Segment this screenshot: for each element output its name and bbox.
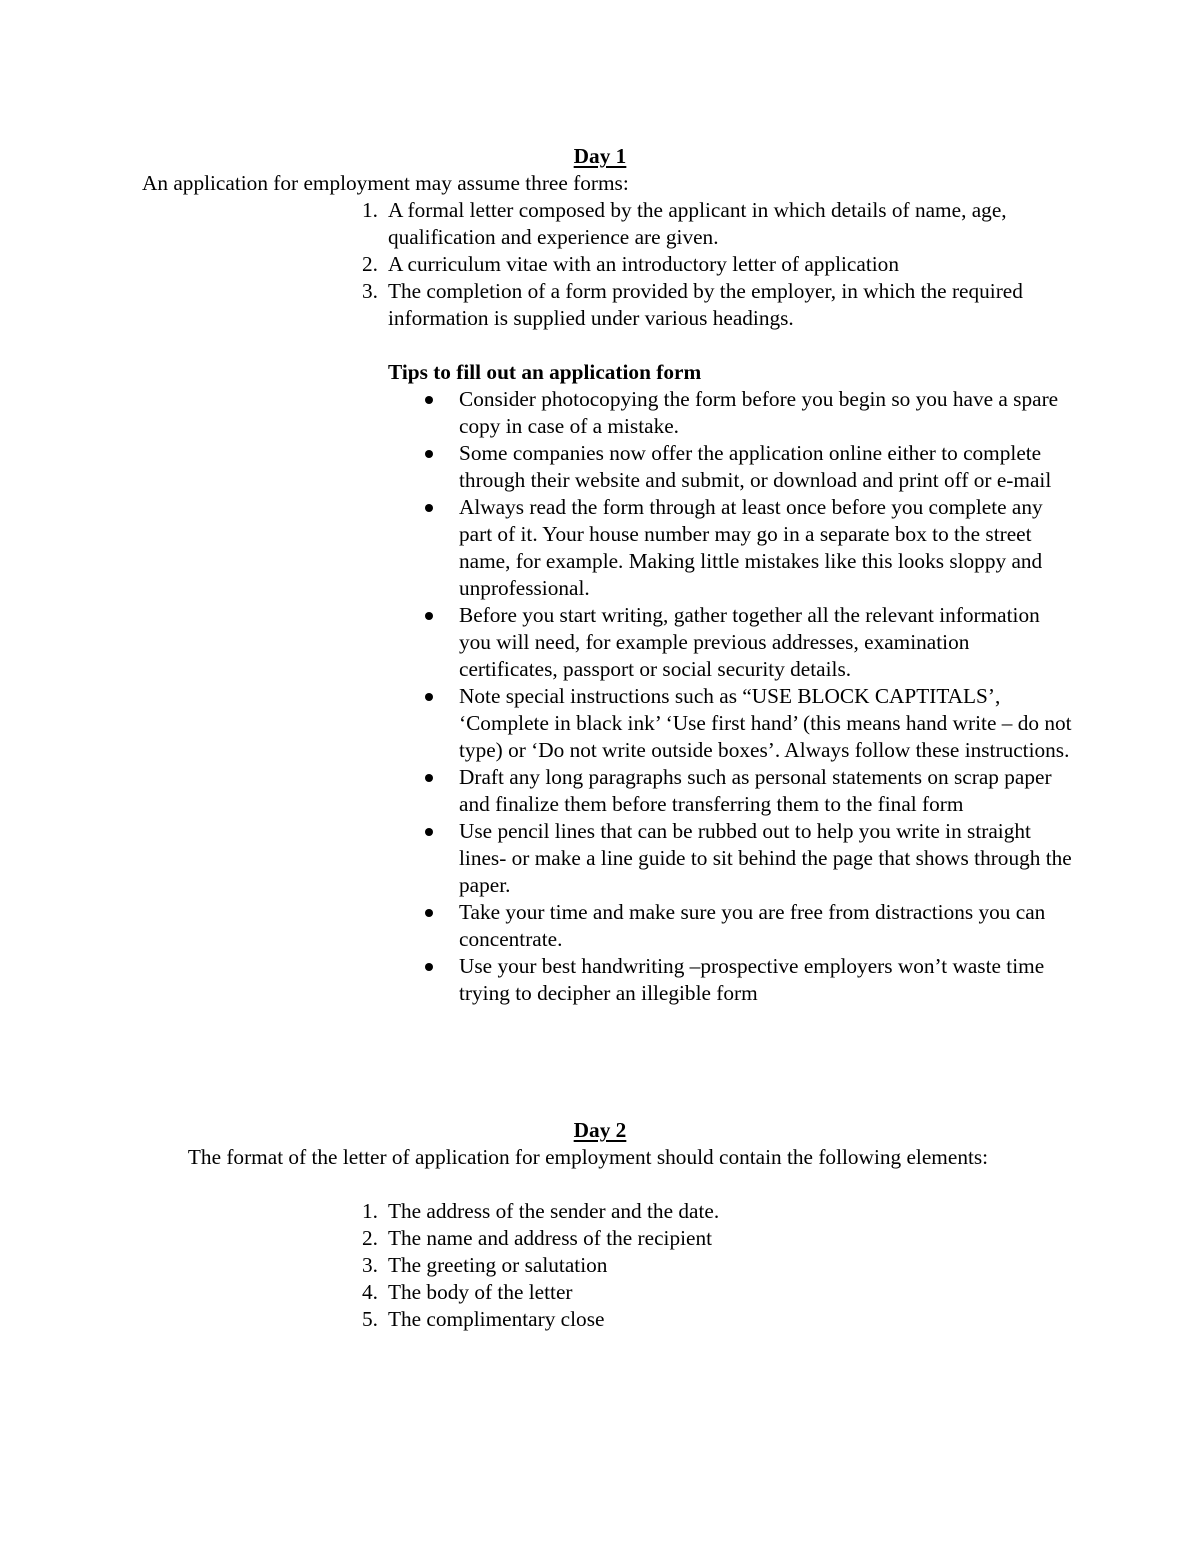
list-item-text: Use pencil lines that can be rubbed out to help you write in straight lines- or make a line guide to sit behind the page that shows through the paper. [459,819,1072,897]
list-item [388,602,1072,683]
list-item [388,953,1072,1007]
list-item [388,494,1072,602]
list-item-text: Draft any long paragraphs such as personal statements on scrap paper and finalize them before transferring them to the final form [459,765,1052,816]
list-item-text: The body of the letter [388,1280,573,1304]
list-item [388,818,1072,899]
list-item [388,899,1072,953]
day1-intro: An application for employment may assume three forms: [142,171,629,195]
list-item [388,764,1072,818]
application-forms-list [354,197,1054,332]
list-item-text: The complimentary close [388,1307,605,1331]
list-item [354,1279,1054,1306]
list-item [354,1198,1054,1225]
bullet-icon [425,774,433,782]
bullet-icon [425,504,433,512]
list-number: 2 . [354,251,378,278]
list-item-text: Consider photocopying the form before you begin so you have a spare copy in case of a mistake. [459,387,1059,438]
list-item-text: The greeting or salutation [388,1253,608,1277]
list-item [354,197,1054,251]
list-item [354,251,1054,278]
bullet-icon [425,693,433,701]
list-number: 1 . [354,197,378,224]
day1-heading: Day 1 [573,144,627,168]
bullet-icon [425,450,433,458]
list-number: 4 . [354,1279,378,1306]
day2-heading: Day 2 [573,1118,627,1142]
list-item [354,1225,1054,1252]
list-item [354,278,1054,332]
bullet-icon [425,828,433,836]
list-number: 2 . [354,1225,378,1252]
list-number: 3 . [354,1252,378,1279]
list-item-text: Always read the form through at least once before you complete any part of it. Your house number may go in a separate box to the street name, for example. Making little mistakes like this looks sloppy and unprofessional. [459,495,1043,600]
list-item-text: Take your time and make sure you are free from distractions you can concentrate. [459,900,1046,951]
list-item-text: Note special instructions such as “USE BLOCK CAPTITALS’, ‘Complete in black ink’ ‘Use first hand’ (this means hand write – do not type) or ‘Do not write outside boxes’. Always follow these instructions. [459,684,1072,762]
list-number: 5 . [354,1306,378,1333]
list-item [388,440,1072,494]
bullet-icon [425,396,433,404]
list-item [388,386,1072,440]
list-item-text: Before you start writing, gather together all the relevant information you will need, for example previous addresses, examination certificates, passport or social security details. [459,603,1040,681]
list-item [354,1252,1054,1279]
list-item-text: A formal letter composed by the applicant in which details of name, age, qualification and experience are given. [388,198,1007,249]
list-item [354,1306,1054,1333]
bullet-icon [425,909,433,917]
list-number: 1 . [354,1198,378,1225]
letter-elements-list [354,1198,1054,1333]
list-number: 3 . [354,278,378,305]
list-item [388,683,1072,764]
list-item-text: Use your best handwriting –prospective employers won’t waste time trying to decipher an illegible form [459,954,1045,1005]
list-item-text: Some companies now offer the application online either to complete through their website and submit, or download and print off or e-mail [459,441,1052,492]
tips-list [388,386,1072,1007]
list-item-text: The address of the sender and the date. [388,1199,720,1223]
list-item-text: The completion of a form provided by the employer, in which the required information is supplied under various headings. [388,279,1023,330]
bullet-icon [425,612,433,620]
list-item-text: The name and address of the recipient [388,1226,713,1250]
day2-intro: The format of the letter of application for employment should contain the following elements: [187,1145,989,1169]
bullet-icon [425,963,433,971]
tips-title: Tips to fill out an application form [388,360,702,384]
list-item-text: A curriculum vitae with an introductory letter of application [388,252,899,276]
